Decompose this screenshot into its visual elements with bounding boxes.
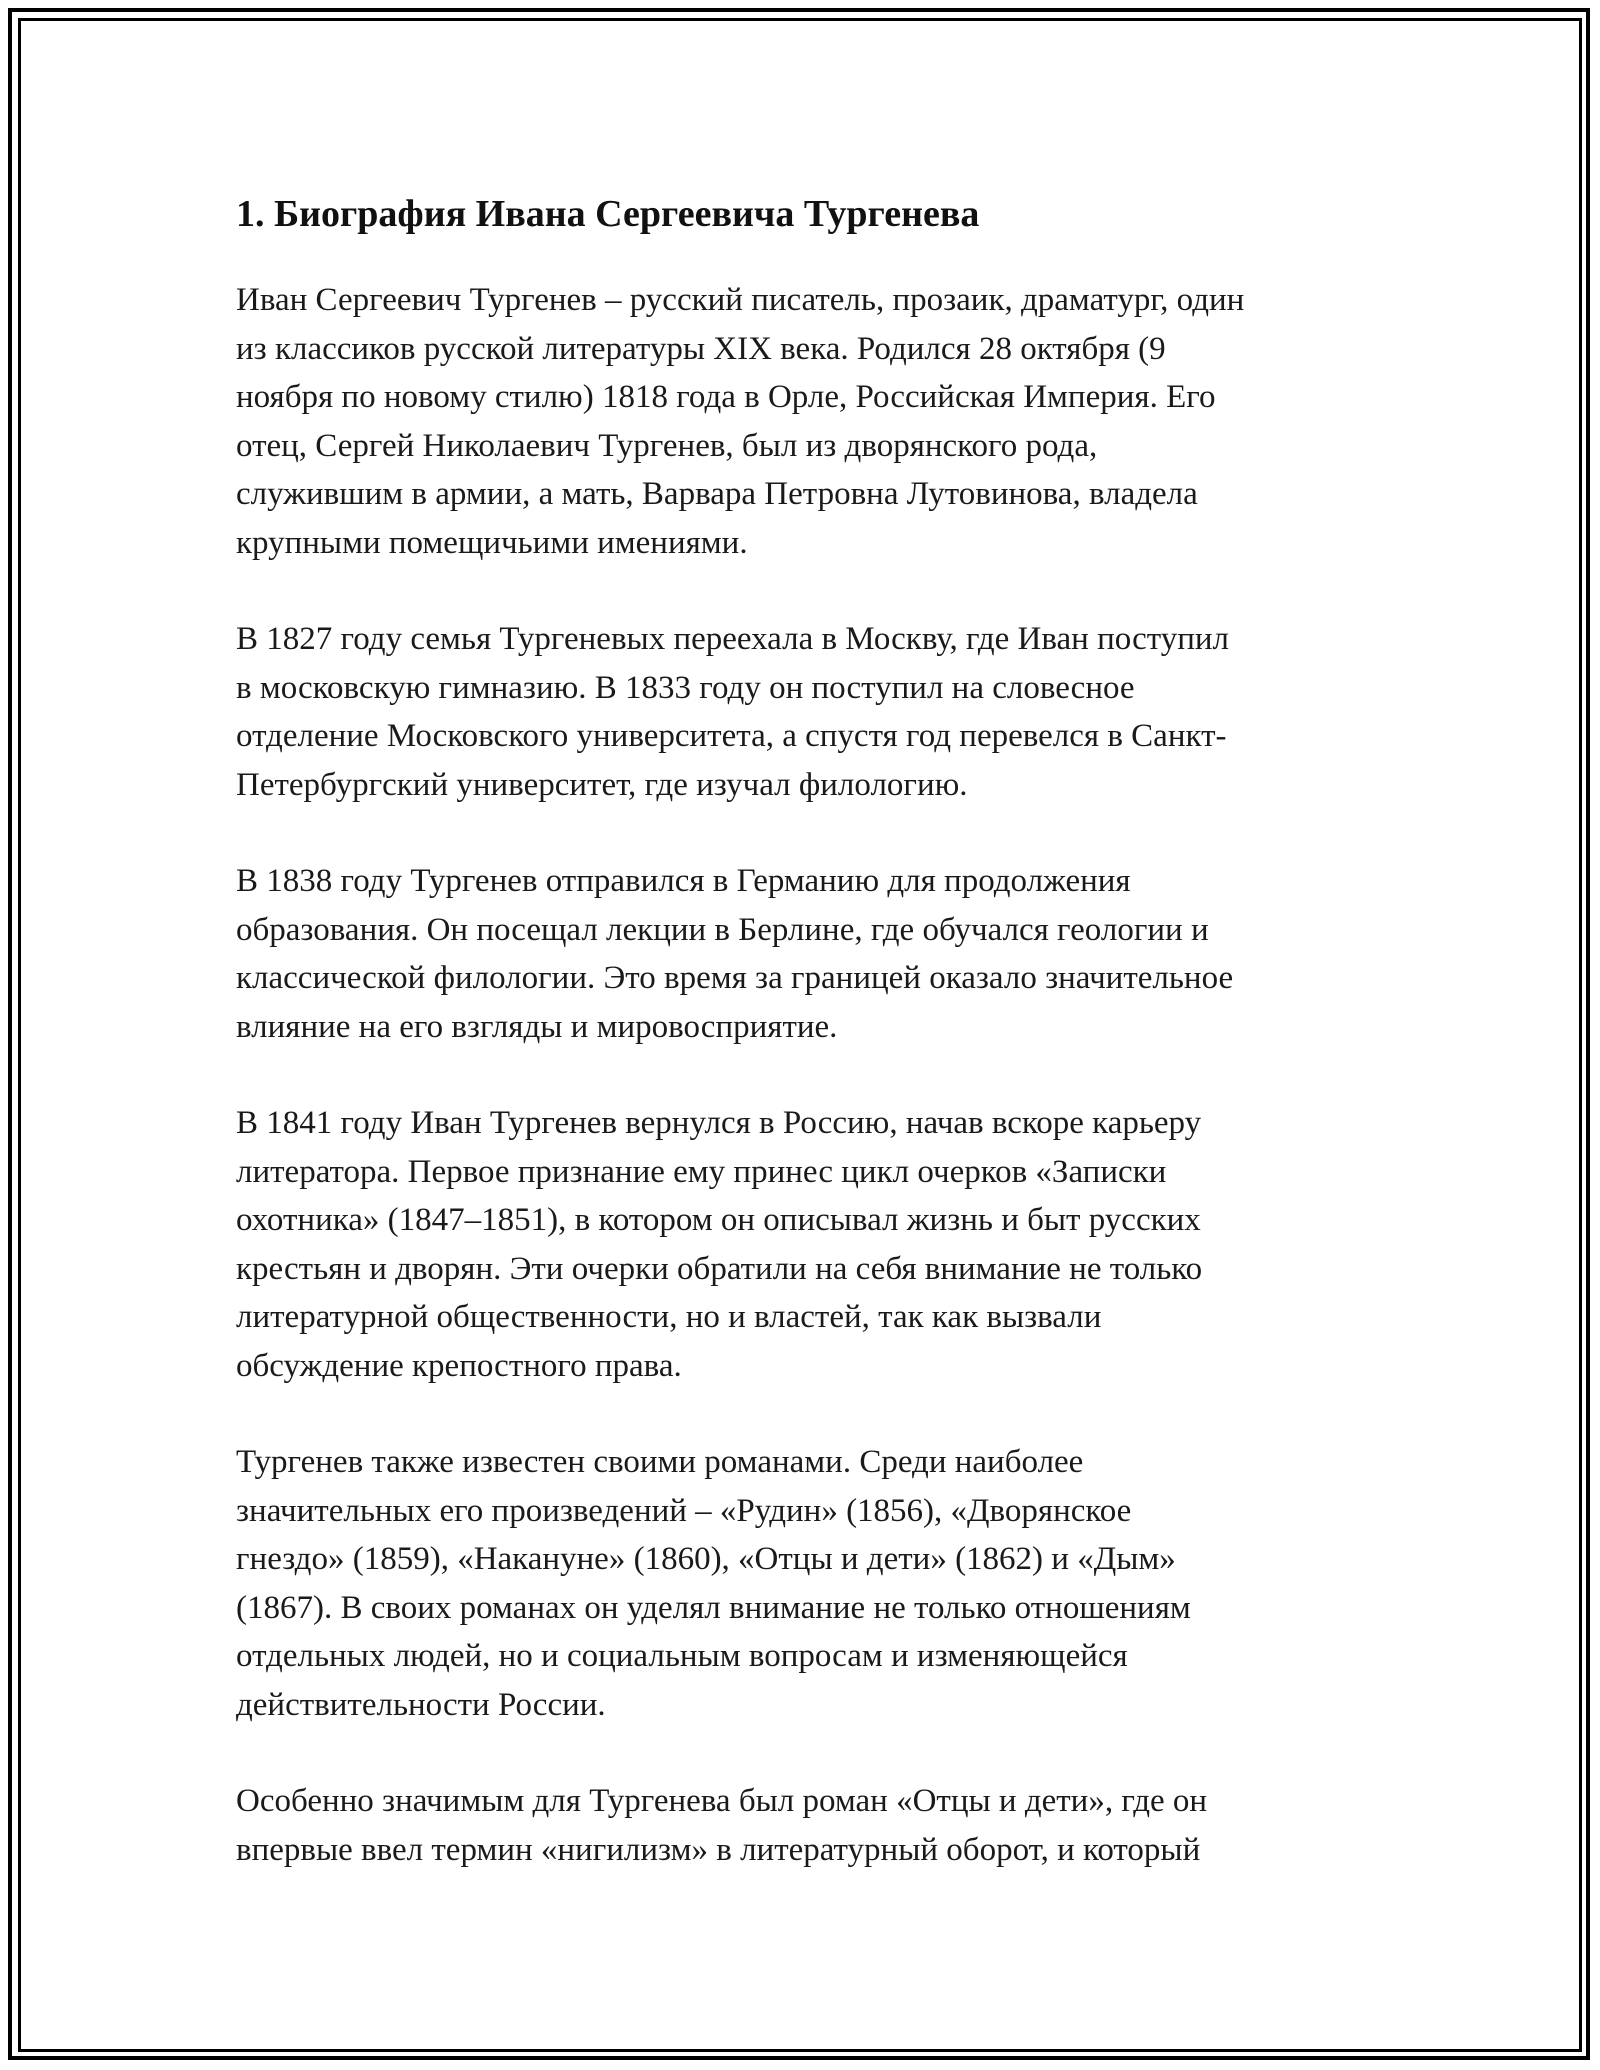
text-line: В 1838 году Тургенев отправился в Германию для продолжения [236,863,1131,899]
text-line: классической филологии. Это время за границей оказало значительное [236,960,1234,996]
text-line: в московскую гимназию. В 1833 году он поступил на словесное [236,669,1135,706]
text-line: влияние на его взгляды и мировосприятие. [236,1008,838,1045]
text-line: отец, Сергей Николаевич Тургенев, был из дворянского рода, [236,427,1098,464]
text-line: впервые ввел термин «нигилизм» в литературный оборот, и который [236,1831,1201,1868]
paragraph-intro [236,276,1376,567]
text-line: литератора. Первое признание ему принес цикл очерков «Записки [236,1153,1167,1190]
text-line: гнездо» (1859), «Накануне» (1860), «Отцы и дети» (1862) и «Дым» [236,1541,1176,1577]
section-heading: 1. Биография Ивана Сергеевича Тургенева [236,193,980,235]
text-line: обсуждение крепостного права. [236,1347,682,1384]
text-line: (1867). В своих романах он уделял внимание не только отношениям [236,1589,1191,1626]
text-line: отделение Московского университета, а спустя год перевелся в Санкт- [236,718,1227,754]
text-line: Иван Сергеевич Тургенев – русский писатель, прозаик, драматург, один [236,282,1245,318]
paragraph-career [236,1099,1376,1390]
text-line: образования. Он посещал лекции в Берлине, где обучался геологии и [236,911,1209,948]
text-line: крестьян и дворян. Эти очерки обратили на себя внимание не только [236,1250,1203,1287]
text-line: из классиков русской литературы XIX века. Родился 28 октября (9 [236,330,1166,367]
text-line: В 1827 году семья Тургеневых переехала в Москву, где Иван поступил [236,621,1229,657]
text-line: действительности России. [236,1686,606,1723]
text-line: Особенно значимым для Тургенева был роман «Отцы и дети», где он [236,1783,1208,1819]
document-body [236,186,1376,1922]
text-line: служившим в армии, а мать, Варвара Петровна Лутовинова, владела [236,476,1198,512]
text-line: охотника» (1847–1851), в котором он описывал жизнь и быт русских [236,1202,1201,1238]
text-line: литературной общественности, но и властей, так как вызвали [236,1299,1102,1335]
text-line: значительных его произведений – «Рудин» (1856), «Дворянское [236,1492,1132,1529]
paragraph-novels [236,1438,1376,1729]
text-line: отдельных людей, но и социальным вопросам и изменяющейся [236,1638,1128,1674]
text-line: Петербургский университет, где изучал филологию. [236,766,968,803]
paragraph-fathers-and-sons [236,1777,1376,1874]
text-line: ноября по новому стилю) 1818 года в Орле, Российская Империя. Его [236,379,1216,415]
text-line: крупными помещичьими имениями. [236,524,748,561]
text-line: В 1841 году Иван Тургенев вернулся в Россию, начав вскоре карьеру [236,1105,1202,1141]
paragraph-germany [236,857,1376,1051]
paragraph-education [236,615,1376,809]
text-line: Тургенев также известен своими романами. Среди наиболее [236,1444,1084,1480]
